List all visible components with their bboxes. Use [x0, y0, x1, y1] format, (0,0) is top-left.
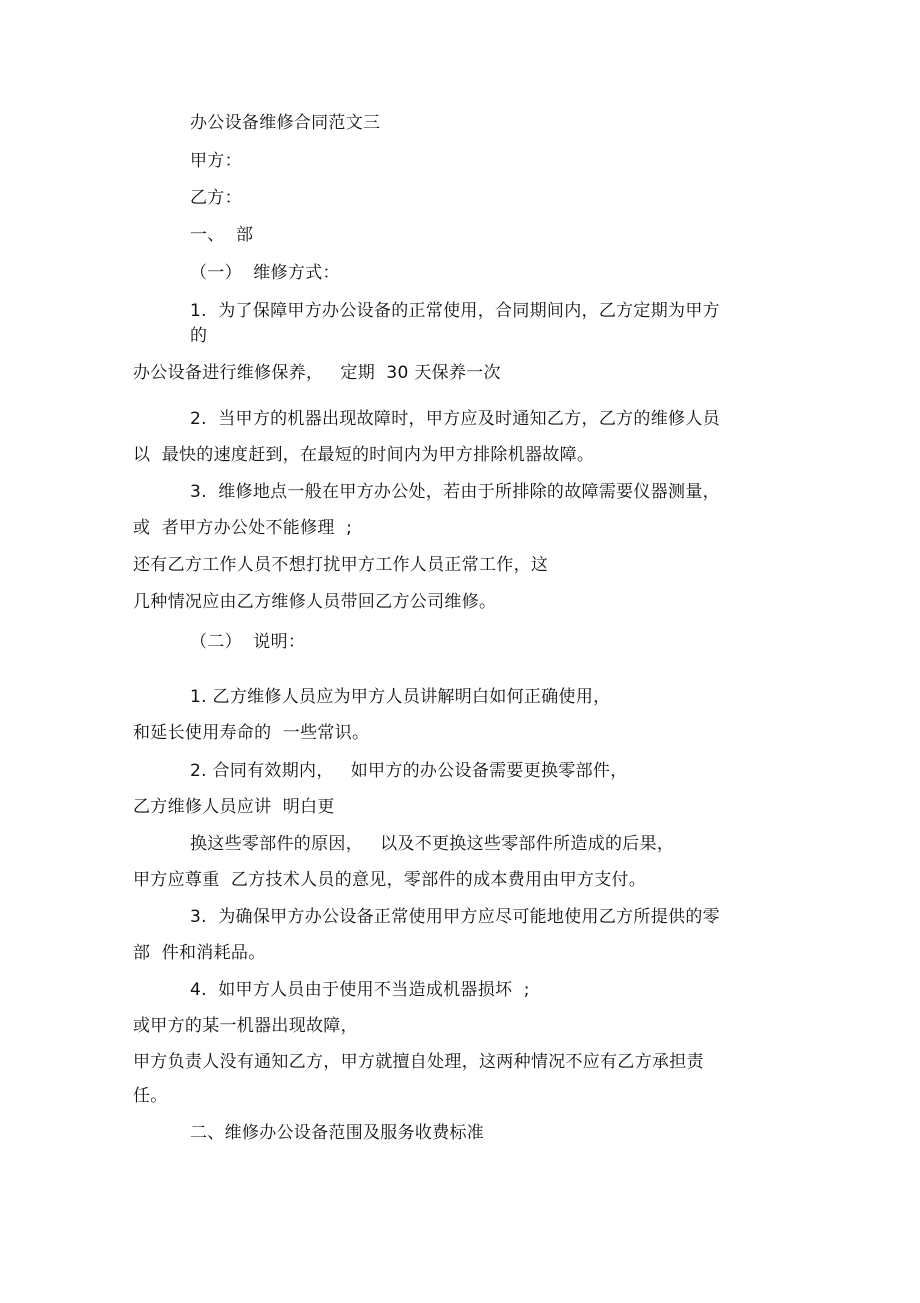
paragraph-line: 1. 乙方维修人员应为甲方人员讲解明白如何正确使用，	[190, 687, 611, 707]
party-b-label: 乙方：	[190, 188, 242, 208]
paragraph-line: 办公设备进行维修保养， 定期 30 天保养一次	[133, 363, 501, 383]
paragraph-line: 的	[190, 326, 208, 346]
paragraph-line: 几种情况应由乙方维修人员带回乙方公司维修。	[133, 592, 497, 612]
paragraph-line: 或甲方的某一机器出现故障，	[133, 1016, 358, 1036]
party-a-label: 甲方：	[190, 151, 242, 171]
paragraph-line: 1. 为了保障甲方办公设备的正常使用，合同期间内，乙方定期为甲方	[190, 301, 720, 321]
paragraph-line: 以 最快的速度赶到，在最短的时间内为甲方排除机器故障。	[133, 445, 595, 465]
section-heading-2: 二、维修办公设备范围及服务收费标准	[190, 1123, 485, 1143]
paragraph-line: 2. 合同有效期内， 如甲方的办公设备需要更换零部件，	[190, 761, 628, 781]
paragraph-line: 3. 维修地点一般在甲方办公处，若由于所排除的故障需要仪器测量，	[190, 482, 720, 502]
subsection-heading-1: （一） 维修方式：	[190, 263, 340, 283]
paragraph-line: 或 者甲方办公处不能修理 ;	[133, 518, 353, 538]
paragraph-line: 还有乙方工作人员不想打扰甲方工作人员正常工作，这	[133, 555, 549, 575]
paragraph-line: 乙方维修人员应讲 明白更	[133, 797, 335, 817]
section-heading-1: 一、 部	[190, 225, 254, 245]
subsection-heading-2: （二） 说明：	[190, 632, 306, 652]
paragraph-line: 换这些零部件的原因， 以及不更换这些零部件所造成的后果，	[190, 834, 675, 854]
paragraph-line: 3. 为确保甲方办公设备正常使用甲方应尽可能地使用乙方所提供的零	[190, 907, 720, 927]
document-title: 办公设备维修合同范文三	[190, 113, 381, 133]
paragraph-line: 4. 如甲方人员由于使用不当造成机器损坏 ;	[190, 980, 530, 1000]
paragraph-line: 甲方负责人没有通知乙方，甲方就擅自处理，这两种情况不应有乙方承担责	[133, 1052, 704, 1072]
paragraph-line: 甲方应尊重 乙方技术人员的意见，零部件的成本费用由甲方支付。	[133, 870, 647, 890]
paragraph-line: 部 件和消耗品。	[133, 943, 266, 963]
paragraph-line: 任。	[133, 1086, 168, 1106]
paragraph-line: 2. 当甲方的机器出现故障时，甲方应及时通知乙方，乙方的维修人员	[190, 409, 720, 429]
paragraph-line: 和延长使用寿命的 一些常识。	[133, 723, 370, 743]
